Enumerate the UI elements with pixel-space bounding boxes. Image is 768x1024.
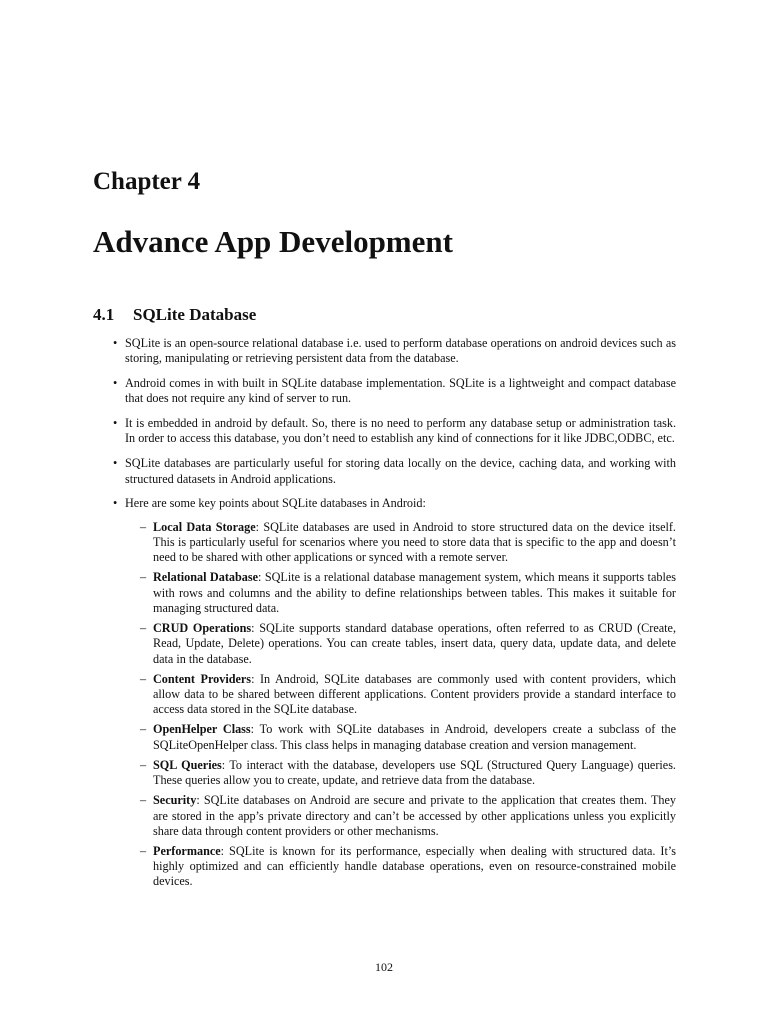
- key-point-item: [125, 672, 676, 718]
- bullet-icon: •: [113, 376, 118, 391]
- key-point-item: [125, 520, 676, 566]
- bullet-text: Android comes in with built in SQLite database implementation. SQLite is a lightweight and compact database that does not require any kind of server to run.: [125, 376, 676, 406]
- key-point-term: OpenHelper Class: [153, 722, 251, 737]
- dash-icon: –: [140, 621, 147, 636]
- key-point-term: Relational Database: [153, 570, 258, 585]
- dash-icon: –: [140, 843, 147, 858]
- key-point-text: : SQLite is a relational database management system, which means it supports tables with rows and columns and the ability to define relationships between tables. This makes it suitable for managing structured data.: [153, 570, 676, 615]
- key-point-term: Performance: [153, 843, 221, 858]
- bullet-list: [110, 336, 676, 890]
- key-point-text: : SQLite databases are used in Android to store structured data on the device itself. This is particularly useful for scenarios where you need to store data that is specific to the app and doesn’t need to be shared with other applications or synced with a remote server.: [153, 519, 676, 565]
- key-point-term: CRUD Operations: [153, 621, 252, 636]
- chapter-label: Chapter 4: [93, 168, 201, 195]
- key-point-item: [125, 758, 676, 789]
- key-point-item: [125, 621, 676, 667]
- bullet-text: It is embedded in android by default. So, there is no need to perform any database setup or administration task. In order to access this database, you don’t need to establish any kind of connections for it like JDBC,ODBC, etc.: [125, 416, 676, 446]
- key-points-list: [125, 520, 676, 890]
- key-point-item: [125, 844, 676, 890]
- section-heading: [93, 304, 256, 326]
- bullet-item: [110, 376, 676, 407]
- dash-icon: –: [140, 519, 147, 534]
- bullet-item: [110, 336, 676, 367]
- dash-icon: –: [140, 671, 147, 686]
- bullet-icon: •: [113, 496, 118, 511]
- bullet-text: SQLite is an open-source relational database i.e. used to perform database operations on android devices such as storing, manipulating or retrieving persistent data from the database.: [125, 336, 676, 366]
- bullet-icon: •: [113, 456, 118, 471]
- key-point-term: Security: [153, 793, 197, 808]
- key-point-text: : In Android, SQLite databases are commonly used with content providers, which allow data to be shared between different applications. Content providers provide a standard interface to access data stored in the SQLite database.: [153, 671, 677, 717]
- key-point-text: : SQLite supports standard database operations, often referred to as CRUD (Create, Read, Update, Delete) operations. You can create tables, insert data, query data, update data, and delete data in the database.: [153, 621, 676, 666]
- key-point-item: [125, 722, 676, 753]
- page-number: 102: [375, 960, 393, 974]
- section-body: [110, 336, 676, 899]
- key-point-text: : To interact with the database, developers use SQL (Structured Query Language) queries. These queries allow you to create, update, and retrieve data from the database.: [153, 757, 676, 788]
- chapter-title: Advance App Development: [93, 224, 453, 259]
- dash-icon: –: [140, 793, 147, 808]
- key-point-item: [125, 570, 676, 616]
- key-point-term: SQL Queries: [153, 757, 222, 772]
- bullet-item: [110, 456, 676, 487]
- key-point-item: [125, 793, 676, 839]
- dash-icon: –: [140, 570, 147, 585]
- key-point-text: : To work with SQLite databases in Android, developers create a subclass of the SQLiteOpenHelper class. This class helps in managing database creation and version management.: [153, 722, 676, 752]
- section-number: 4.1: [93, 305, 115, 324]
- key-point-term: Local Data Storage: [153, 519, 256, 534]
- bullet-text: Here are some key points about SQLite databases in Android:: [125, 496, 426, 511]
- bullet-text: SQLite databases are particularly useful for storing data locally on the device, caching data, and working with structured datasets in Android applications.: [125, 456, 676, 486]
- bullet-item: [110, 496, 676, 889]
- dash-icon: –: [140, 722, 147, 737]
- bullet-icon: •: [113, 416, 118, 431]
- bullet-icon: •: [113, 336, 118, 350]
- section-title: SQLite Database: [133, 305, 257, 324]
- bullet-item: [110, 416, 676, 447]
- dash-icon: –: [140, 757, 147, 772]
- key-point-text: : SQLite databases on Android are secure and private to the application that creates them. They are stored in the app’s private directory and can’t be accessed by other applications unless you explicitly share data through content providers or other mechanisms.: [153, 793, 676, 838]
- key-point-text: : SQLite is known for its performance, especially when dealing with structured data. It’s highly optimized and can efficiently handle database operations, even on resource-constrained mobile devices.: [153, 843, 676, 889]
- key-point-term: Content Providers: [153, 671, 252, 686]
